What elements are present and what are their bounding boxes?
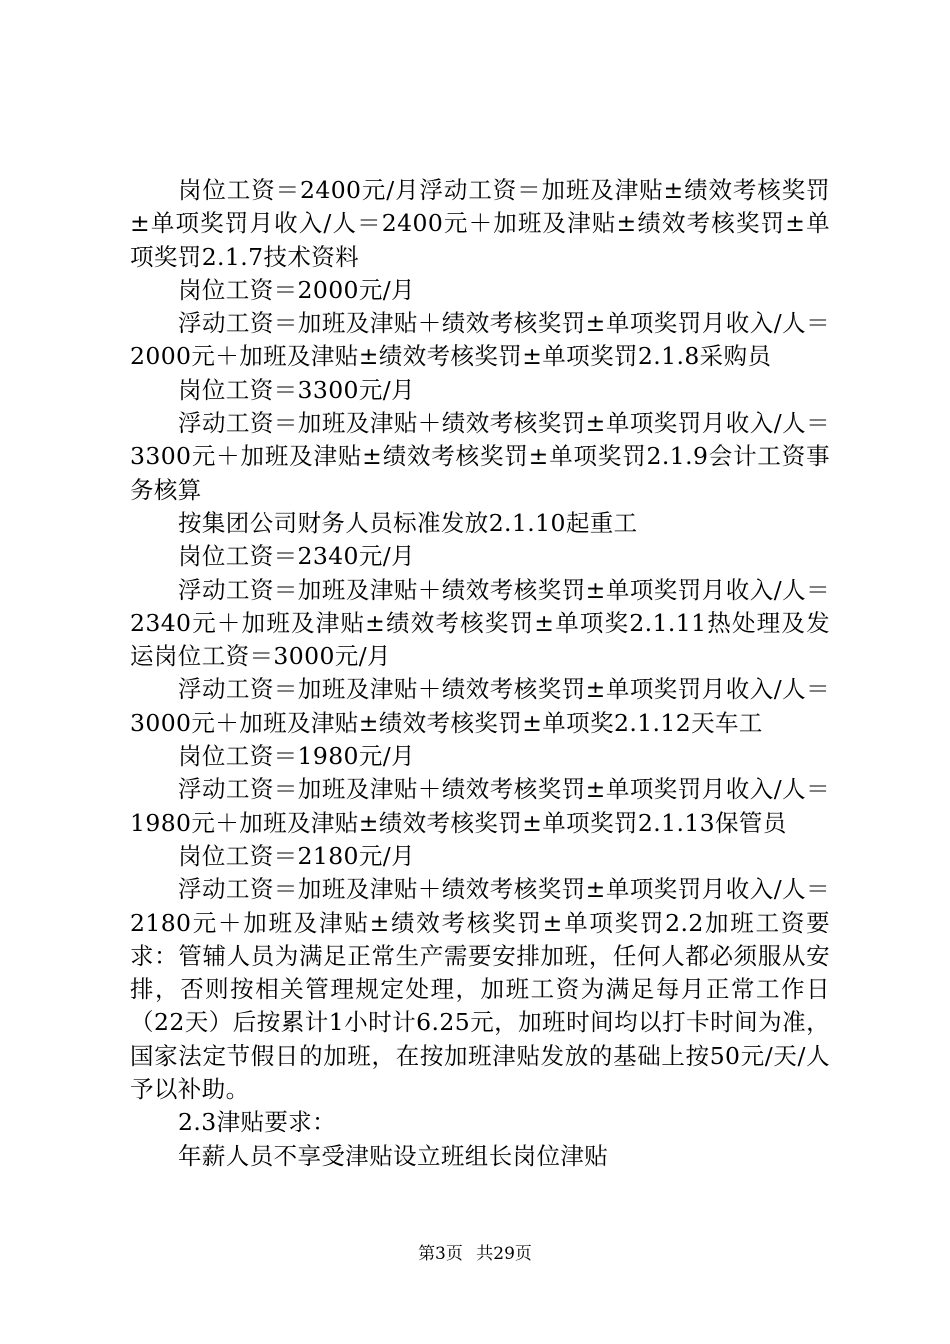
page-footer <box>0 1243 950 1265</box>
paragraph: 浮动工资＝加班及津贴＋绩效考核奖罚±单项奖罚月收入/人＝3000元＋加班及津贴±绩效考核奖罚±单项奖2.1.12天车工 <box>130 675 830 737</box>
paragraph: 岗位工资＝2180元/月 <box>178 841 416 870</box>
paragraph: 浮动工资＝加班及津贴＋绩效考核奖罚±单项奖罚月收入/人＝1980元＋加班及津贴±绩效考核奖罚±单项奖罚2.1.13保管员 <box>130 775 830 837</box>
paragraph: 按集团公司财务人员标准发放2.1.10起重工 <box>178 508 638 537</box>
paragraph: 岗位工资＝2000元/月 <box>178 275 416 304</box>
paragraph: 浮动工资＝加班及津贴＋绩效考核奖罚±单项奖罚月收入/人＝2340元＋加班及津贴±绩效考核奖罚±单项奖2.1.11热处理及发运岗位工资＝3000元/月 <box>130 575 830 671</box>
paragraph: 浮动工资＝加班及津贴＋绩效考核奖罚±单项奖罚月收入/人＝3300元＋加班及津贴±绩效考核奖罚±单项奖罚2.1.9会计工资事务核算 <box>130 409 830 504</box>
paragraph: 浮动工资＝加班及津贴＋绩效考核奖罚±单项奖罚月收入/人＝2000元＋加班及津贴±绩效考核奖罚±单项奖罚2.1.8采购员 <box>130 309 830 371</box>
page-number: 第3页 <box>418 1244 463 1264</box>
paragraph: 年薪人员不享受津贴设立班组长岗位津贴 <box>178 1141 609 1170</box>
paragraph: 2.3津贴要求： <box>178 1108 337 1137</box>
page-total: 共29页 <box>476 1244 532 1264</box>
paragraph: 岗位工资＝2400元/月浮动工资＝加班及津贴±绩效考核奖罚±单项奖罚月收入/人＝2400元＋加班及津贴±绩效考核奖罚±单项奖罚2.1.7技术资料 <box>130 176 830 271</box>
paragraph: 浮动工资＝加班及津贴＋绩效考核奖罚±单项奖罚月收入/人＝2180元＋加班及津贴±绩效考核奖罚±单项奖罚2.2加班工资要求：管辅人员为满足正常生产需要安排加班，任何人都必须服从安排，否则按相关管理规定处理，加班工资为满足每月正常工作日（22天）后按累计1小时计6.25元，加班时间均以打卡时间为准，国家法定节假日的加班，在按加班津贴发放的基础上按50元/天/人予以补助。 <box>130 875 830 1104</box>
document-body <box>130 174 830 1173</box>
paragraph: 岗位工资＝2340元/月 <box>178 542 416 571</box>
paragraph: 岗位工资＝1980元/月 <box>178 742 416 771</box>
paragraph: 岗位工资＝3300元/月 <box>178 375 416 404</box>
